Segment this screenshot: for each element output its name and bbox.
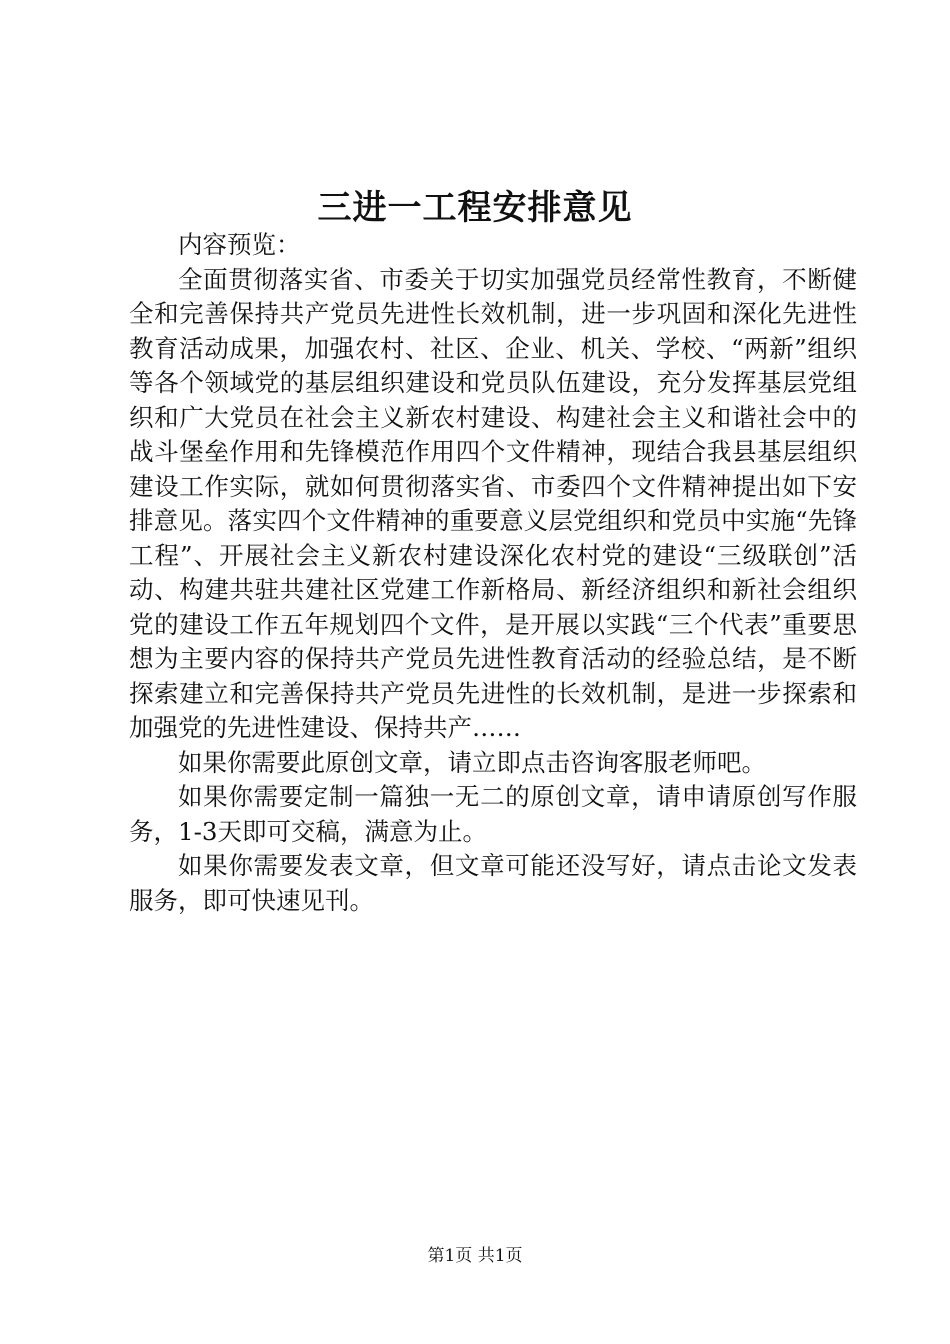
- page-number-footer: 第1页 共1页: [427, 1246, 523, 1266]
- custom-writing-paragraph: 如果你需要定制一篇独一无二的原创文章，请申请原创写作服务，1-3天即可交稿，满意为止。: [129, 782, 857, 846]
- publish-paragraph: 如果你需要发表文章，但文章可能还没写好，请点击论文发表服务，即可快速见刊。: [129, 851, 857, 915]
- preview-paragraph: 全面贯彻落实省、市委关于切实加强党员经常性教育，不断健全和完善保持共产党员先进性长效机制，进一步巩固和深化先进性教育活动成果，加强农村、社区、企业、机关、学校、“两新”组织等各个领域党的基层组织建设和党员队伍建设，充分发挥基层党组织和广大党员在社会主义新农村建设、构建社会主义和谐社会中的战斗堡垒作用和先锋模范作用四个文件精神，现结合我县基层组织建设工作实际，就如何贯彻落实省、市委四个文件精神提出如下安排意见。落实四个文件精神的重要意义层党组织和党员中实施“先锋工程”、开展社会主义新农村建设深化农村党的建设“三级联创”活动、构建共驻共建社区党建工作新格局、新经济组织和新社会组织党的建设工作五年规划四个文件，是开展以实践“三个代表”重要思想为主要内容的保持共产党员先进性教育活动的经验总结，是不断探索建立和完善保持共产党员先进性的长效机制，是进一步探索和加强党的先进性建设、保持共产……: [129, 264, 857, 742]
- document-title: 三进一工程安排意见: [317, 188, 633, 228]
- consult-paragraph: 如果你需要此原创文章，请立即点击咨询客服老师吧。: [178, 747, 766, 777]
- preview-label: 内容预览：: [178, 230, 301, 259]
- document-body: [129, 228, 857, 918]
